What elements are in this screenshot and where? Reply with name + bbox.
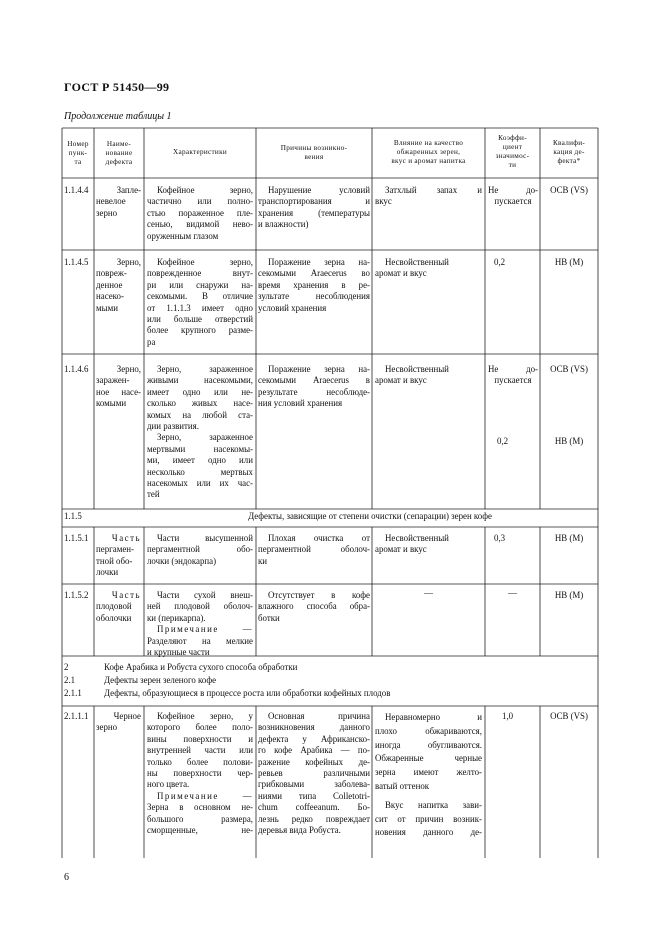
header-qualification: Квалифи- кация де- фекта* — [552, 139, 586, 165]
header-number: Номер пунк- та — [67, 140, 89, 166]
header-effect: Влияние на качество обжаренных зерен, вкус и аромат напитка — [391, 139, 466, 165]
table-row-number: 2.1.1.1 — [64, 711, 89, 721]
table-row-number: 1.1.5.2 — [64, 590, 89, 600]
table-row-number: 1.1.4.4 — [64, 185, 89, 195]
header-defect-name: Наиме- нование дефекта — [105, 140, 133, 166]
qualification: НВ (М) — [554, 257, 584, 267]
header-characteristics: Характеристики — [172, 148, 228, 156]
causes: Нарушение условий транспортирования и хранения (температуры и влажности) — [258, 185, 370, 230]
header-causes: Причины возникно- вения — [280, 144, 348, 161]
characteristics: Кофейное зерно, у которого более поло- вины поверхности и внутренней части или только более полови- ны поверхности чер- ного цвета. Примечание — Зерна в основном не- большого размера, сморщенные, не- — [147, 711, 253, 836]
defect-name: Запле- невелое зерно — [96, 185, 141, 218]
qualification: ОСВ (VS) — [550, 185, 588, 195]
effect: Несвойственный аромат и вкус — [375, 257, 449, 279]
coefficient: 0,2 — [494, 257, 506, 267]
defect-name: Зерно, повреж- денное насеко- мыми — [96, 257, 141, 313]
section-heading: Дефекты зерен зеленого кофе — [104, 675, 217, 685]
effect: — — [424, 588, 433, 598]
qualification: ОСВ (VS) — [550, 711, 588, 721]
effect: Несвойственный аромат и вкус — [375, 533, 449, 555]
table-row-number: 1.1.5 — [64, 511, 82, 521]
coefficient: — — [508, 588, 517, 598]
section-heading: Дефекты, образующиеся в процессе роста или обработки кофейных плодов — [104, 688, 391, 698]
section-number: 2.1 — [64, 675, 76, 685]
causes: Плохая очистка от пергаментной оболоч- ки — [258, 533, 370, 566]
coefficient: Не до- пускается — [488, 185, 538, 207]
qualification: НВ (М) — [554, 590, 584, 600]
coefficient: Не до- пускается — [488, 364, 538, 386]
characteristics: Зерно, зараженное живыми насекомыми, имеет одно или не- сколько живых насе- комых на любой ста- дии развития. Зерно, зараженное мертвыми насекомы- ми, имеет одно или несколько мертвых насекомых или их час- тей — [147, 364, 253, 500]
characteristics: Кофейное зерно, частично или полно- стью пораженное пле- сенью, видимой нево- оруженным глазом — [147, 185, 253, 241]
causes: Основная причина возникновения данного дефекта у Африканско- го кофе Арабика — по- ражение кофейных де- ревьев различными грибковыми заболева- ниями типа Colletotri- chum coffeeanum. Бо- лезнь редко повреждает деревья вида Робуста. — [258, 711, 370, 836]
qualification: НВ (М) — [554, 533, 584, 543]
coefficient: 0,3 — [494, 533, 506, 543]
document-standard: ГОСТ Р 51450—99 — [64, 80, 170, 94]
effect: Неравномерно и плохо обжариваются, иногда обугливаются. Обжаренные черные зерна имеют желто- ватый оттенок Вкус напитка зави- сит от причин возник- новения данного де- — [375, 712, 482, 838]
defect-name: Черное зерно — [96, 711, 141, 733]
characteristics: Кофейное зерно, поврежденное внут- ри или снаружи на- секомыми. В отличие от 1.1.1.3 имеет одно или больше отверстий более крупного разме- ра — [147, 257, 253, 347]
defect-name: Часть пергамен- тной обо- лочки — [96, 533, 141, 578]
table-row-number: 1.1.4.5 — [64, 257, 89, 267]
page-number: 6 — [64, 872, 69, 883]
qualification-dead-insects: НВ (М) — [554, 436, 584, 446]
causes: Поражение зерна на- секомыми Araecerus во время хранения в ре- зультате несоблюдения условий хранения — [258, 257, 370, 313]
causes: Отсутствует в кофе влажного способа обра- ботки — [258, 590, 370, 623]
coefficient: 1,0 — [502, 711, 514, 721]
section-heading: Дефекты, зависящие от степени очистки (сепарации) зерен кофе — [248, 511, 492, 521]
table-row-number: 1.1.4.6 — [64, 364, 89, 374]
effect: Несвойственный аромат и вкус — [375, 364, 449, 386]
section-heading: Кофе Арабика и Робуста сухого способа обработки — [104, 662, 298, 672]
table-continuation-caption: Продолжение таблицы 1 — [64, 111, 172, 122]
section-number: 2.1.1 — [64, 688, 82, 698]
effect: Затхлый запах и вкус — [375, 185, 482, 207]
characteristics: Части высушенной пергаментной обо- лочки (эндокарпа) — [147, 533, 253, 566]
table-row-number: 1.1.5.1 — [64, 533, 89, 543]
causes: Поражение зерна на- секомыми Araecerus в результате несоблюде- ния условий хранения — [258, 364, 370, 409]
defect-name: Часть плодовой оболочки — [96, 590, 141, 623]
section-number: 2 — [64, 662, 69, 672]
defect-name: Зерно, заражен- ное насе- комыми — [96, 364, 141, 409]
header-coefficient: Коэффи- циент значимос- ти — [495, 134, 530, 169]
characteristics: Части сухой внеш- ней плодовой оболоч- ки (перикарпа). Примечание — Разделяют на мелкие и крупные части — [147, 590, 253, 658]
qualification: ОСВ (VS) — [550, 364, 588, 374]
coefficient-dead-insects: 0,2 — [497, 436, 509, 446]
